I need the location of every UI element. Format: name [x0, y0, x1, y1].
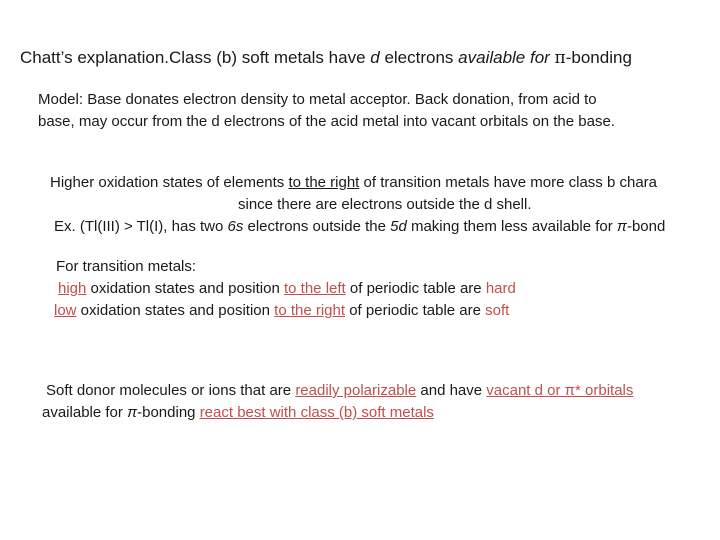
low-underlined: low [54, 302, 77, 319]
transition-low-line [54, 302, 509, 320]
title-text: Chatt’s explanation.Class (b) soft metals have [20, 48, 371, 67]
high-text: oxidation states and position [86, 280, 284, 297]
title-text-middle: electrons [379, 48, 459, 67]
title-d: d [370, 48, 380, 67]
model-line-2: base, may occur from the d electrons of the acid metal into vacant orbitals on the base. [38, 113, 615, 130]
title-suffix: -bonding [565, 48, 632, 67]
hard-label: hard [485, 280, 516, 297]
soft-donor-line-2 [42, 404, 434, 422]
to-the-right-underlined: to the right [288, 174, 360, 191]
soft-donor-text: Soft donor molecules or ions that are [46, 382, 296, 399]
soft-donor-line-1 [46, 382, 633, 400]
low-text-end: of periodic table are [345, 302, 486, 319]
title-italic: available for [458, 48, 555, 67]
react-best-underlined: react best with class (b) soft metals [199, 404, 434, 421]
vacant-orbitals-underlined: vacant d or π* orbitals [486, 382, 634, 399]
to-the-left-underlined: to the left [284, 280, 346, 297]
oxidation-line-1 [50, 174, 657, 192]
example-5d: 5d [390, 218, 407, 235]
soft-label: soft [485, 302, 510, 319]
high-text-end: of periodic table are [345, 280, 486, 297]
transition-heading: For transition metals: [56, 258, 197, 275]
slide-title [20, 48, 632, 68]
example-text-mid: electrons outside the [243, 218, 391, 235]
example-text: Ex. (Tl(III) > Tl(I), has two [54, 218, 228, 235]
readily-polarizable-underlined: readily polarizable [295, 382, 417, 399]
example-text-end: making them less available for [406, 218, 617, 235]
oxidation-line-2: since there are electrons outside the d shell. [238, 196, 532, 213]
soft-donor-text-mid: and have [416, 382, 487, 399]
high-underlined: high [58, 280, 87, 297]
example-pi: π [616, 218, 627, 235]
soft-donor-bonding: -bonding [137, 404, 200, 421]
soft-donor-text-2: available for [42, 404, 128, 421]
example-6s: 6s [227, 218, 244, 235]
soft-donor-pi: π [127, 404, 138, 421]
title-pi: π [554, 48, 566, 68]
low-text: oxidation states and position [76, 302, 275, 319]
transition-high-line [58, 280, 516, 298]
example-bond: -bond [626, 218, 666, 235]
model-line-1: Model: Base donates electron density to metal acceptor. Back donation, from acid to [38, 91, 597, 108]
oxidation-text: Higher oxidation states of elements [50, 174, 289, 191]
to-the-right-underlined-2: to the right [274, 302, 346, 319]
oxidation-example [54, 218, 665, 236]
oxidation-text-end: of transition metals have more class b chara [359, 174, 657, 191]
